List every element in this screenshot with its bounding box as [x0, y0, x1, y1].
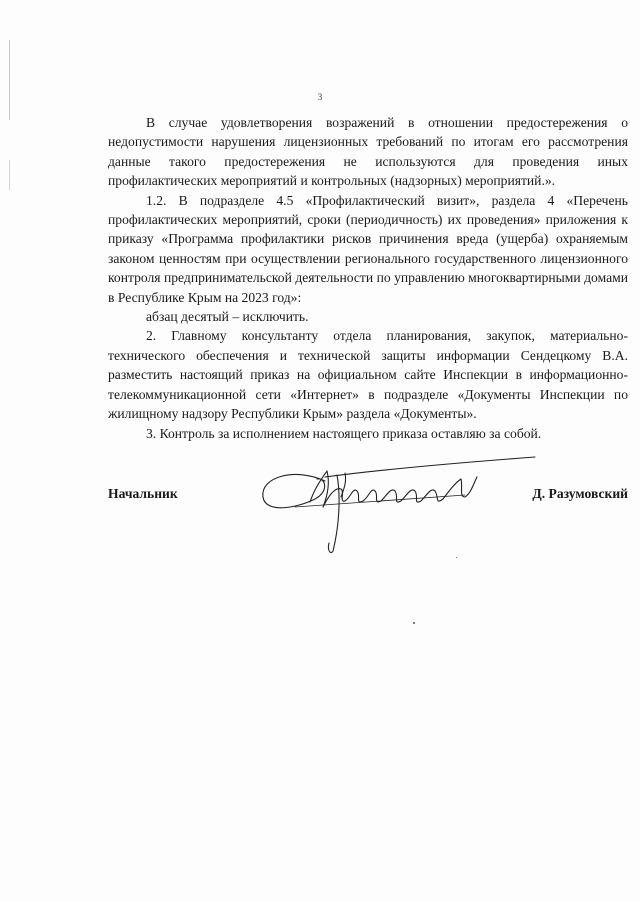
page-number: 3 [317, 92, 323, 102]
paragraph-item-1-2: 1.2. В подразделе 4.5 «Профилактический визит», раздела 4 «Перечень профилактических мероприятий, сроки (периодичность) их проведения» приложения к приказу «Программа профилактики рисков причинения вреда (ущерба) охраняемым законом ценностям при осуществлении регионального государственного лицензионного контроля предпринимательской деятельности по управлению многоквартирными домами в Республике Крым на 2023 год»: [108, 192, 628, 305]
signatory-name: Д. Разумовский [532, 486, 628, 501]
scan-edge-mark [9, 160, 10, 190]
scan-speck [456, 557, 457, 558]
paragraph-item-2: 2. Главному консультанту отдела планирования, закупок, материально-технического обеспечения и технической защиты информации Сендецкому В.А. разместить настоящий приказ на официальном сайте Инспекции в информационно-телекоммуникационной сети «Интернет» в подразделе «Документы Инспекции по жилищному надзору Республики Крым» раздела «Документы». [108, 328, 628, 422]
document-body [108, 113, 628, 443]
signatory-title: Начальник [108, 486, 178, 501]
scan-speck [413, 622, 415, 624]
paragraph-item-3: 3. Контроль за исполнением настоящего приказа оставляю за собой. [146, 425, 542, 441]
signature-block [108, 484, 628, 508]
scan-edge-mark [9, 40, 10, 120]
paragraph-exclude-clause: абзац десятый – исключить. [146, 309, 309, 325]
paragraph-objection-clause: В случае удовлетворения возражений в отношении предостережения о недопустимости нарушения лицензионных требований по итогам его рассмотрения данные такого предостережения не используются для проведения иных профилактических мероприятий и контрольных (надзорных) мероприятий.». [108, 115, 628, 189]
